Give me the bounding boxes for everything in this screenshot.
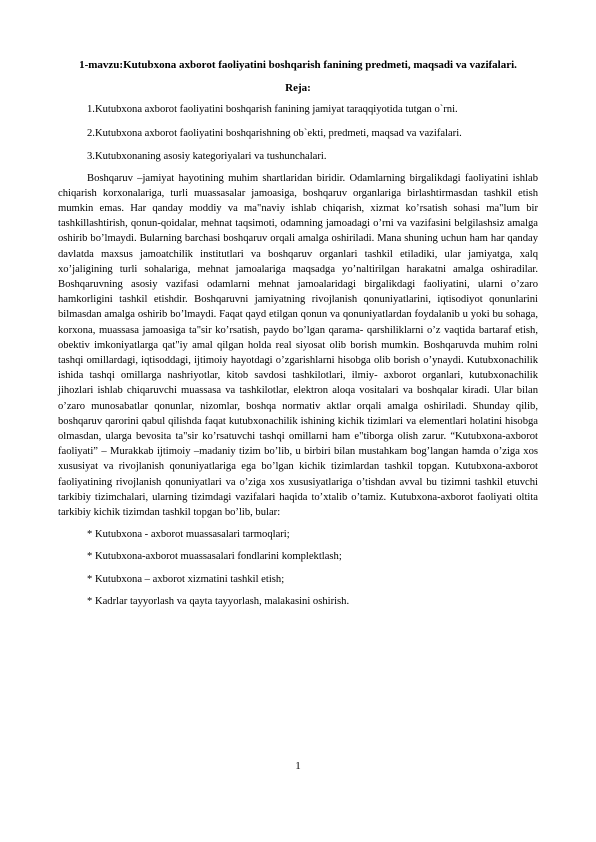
document-title: 1-mavzu:Kutubxona axborot faoliyatini boshqarish fanining predmeti, maqsadi va vazifalari.: [79, 59, 517, 71]
plan-item: 2.Kutubxona axborot faoliyatini boshqarishning ob`ekti, predmeti, maqsad va vazifalari.: [87, 127, 462, 139]
plan-list: [58, 102, 538, 164]
plan-item: 3.Kutubxonaning asosiy kategoriyalari va tushunchalari.: [87, 151, 327, 162]
page-number: 1: [295, 760, 301, 772]
plan-heading: Reja:: [285, 82, 311, 94]
document-page: [58, 58, 538, 616]
subsystem-item: * Kadrlar tayyorlash va qayta tayyorlash, malakasini oshirish.: [87, 595, 350, 607]
subsystem-item: * Kutubxona - axborot muassasalari tarmoqlari;: [87, 529, 290, 541]
body-paragraph: Boshqaruv –jamiyat hayotining muhim shartlaridan biridir. Odamlarning birgalikdagi faoliyatini ishlab chiqarish korxonalariga, turli muassasalar jamoasiga, boshqaruv organlariga birlashtirmasdan tashkil etish mumkin emas. Har qanday moddiy va ma"naviy ishlab chiqarish, xizmat ko’rsatish sohasi ma"lum bir tashkillashtirish, qonun-qoidalar, mehnat taqsimoti, odamning jamoadagi o’rni va vazifasini belgilashsiz amalga oshirib bo’lmaydi. Bularning barchasi boshqaruv orqali amalga oshiriladi. Mana shuning uchun ham har qanday davlatda maxsus jamoatchilik institutlari va boshqaruv organlari tashkil etiladiki, ular jamiyatga, xalq xo’jaligining turli sohalariga, mehnat jamoalariga maqsadga yo’naltirilgan harakatni amalga oshiradilar. Boshqaruvning asosiy vazifasi odamlarni mehnat jamoalaridagi birgalikdagi faoliyatini, ularni o’zaro hamkorligini tashkil etishdir. Boshqaruvni jamiyatning rivojlanish qonuniyatlarini, iqtisodiyot qonunlarini bilmasdan amalga oshirib bo’lmaydi. Faqat qayd etilgan qonun va qonuniyatlardan foydalanib u yoki bu sohaga, korxona, muassasa jamoasiga ta"sir ko’rsatish, paydo bo’lgan qarama- qarshiliklarni o’z vaqtida bartaraf etish, obektiv imkoniyatlarga qat"iy amal qilgan holda real siyosat olib borish mumkin. Boshqaruvda muhim rolni tashqi omillardagi, iqtisoddagi, ijtimoiy hayotdagi o’zgarishlarni hisobga olib borish o’ynaydi. Kutubxonachilik ishida tashqi omillarga nashriyotlar, kitob savdosi tashkilotlari, ilmiy- axborot organlari, kutubxonachilik jihozlari ishlab chiqaruvchi muassasa va tashkilotlar, elektron aloqa vositalari va boshqalar kiradi. Ular bilan o’zaro munosabatlar qonunlar, nizomlar, boshqa normativ aktlar orqali amalga oshiriladi. Shunday qilib, boshqaruv qarorini qabul qilishda faqat kutubxonachilik ishining kichik tizimlari va elementlari holatini hisobga olmasdan, ularga bevosita ta"sir ko’rsatuvchi tashqi omillarni ham e"tiborga olish zarur. “Kutubxona-axborot faoliyati” – Murakkab ijtimoiy –madaniy tizim bo’lib, u birbiri bilan mustahkam bog’langan hamda o’ziga xos xususiyat va rivojlanish qonuniyatlariga ega bo’lgan kichik tizimlardan tashkil topgan. Kutubxona-axborot faoliyatining rivojlanish qonuniyatlari va o’ziga xos xususiyatlariga o’tishdan avval bu tizimni tashkil etuvchi tarkibiy tizimchalari, ularning tizimdagi vazifalari haqida to’xtalib o’tamiz. Kutubxona-axborot faoliyati oltita tarkibiy kichik tizimdan tashkil topgan bo’lib, bular:: [58, 172, 538, 518]
subsystem-item: * Kutubxona – axborot xizmatini tashkil etish;: [87, 573, 285, 585]
subsystem-item: * Kutubxona-axborot muassasalari fondlarini komplektlash;: [87, 551, 342, 563]
subsystem-list: [58, 527, 538, 609]
plan-item: 1.Kutubxona axborot faoliyatini boshqarish fanining jamiyat taraqqiyotida tutgan o`rni.: [87, 104, 458, 115]
